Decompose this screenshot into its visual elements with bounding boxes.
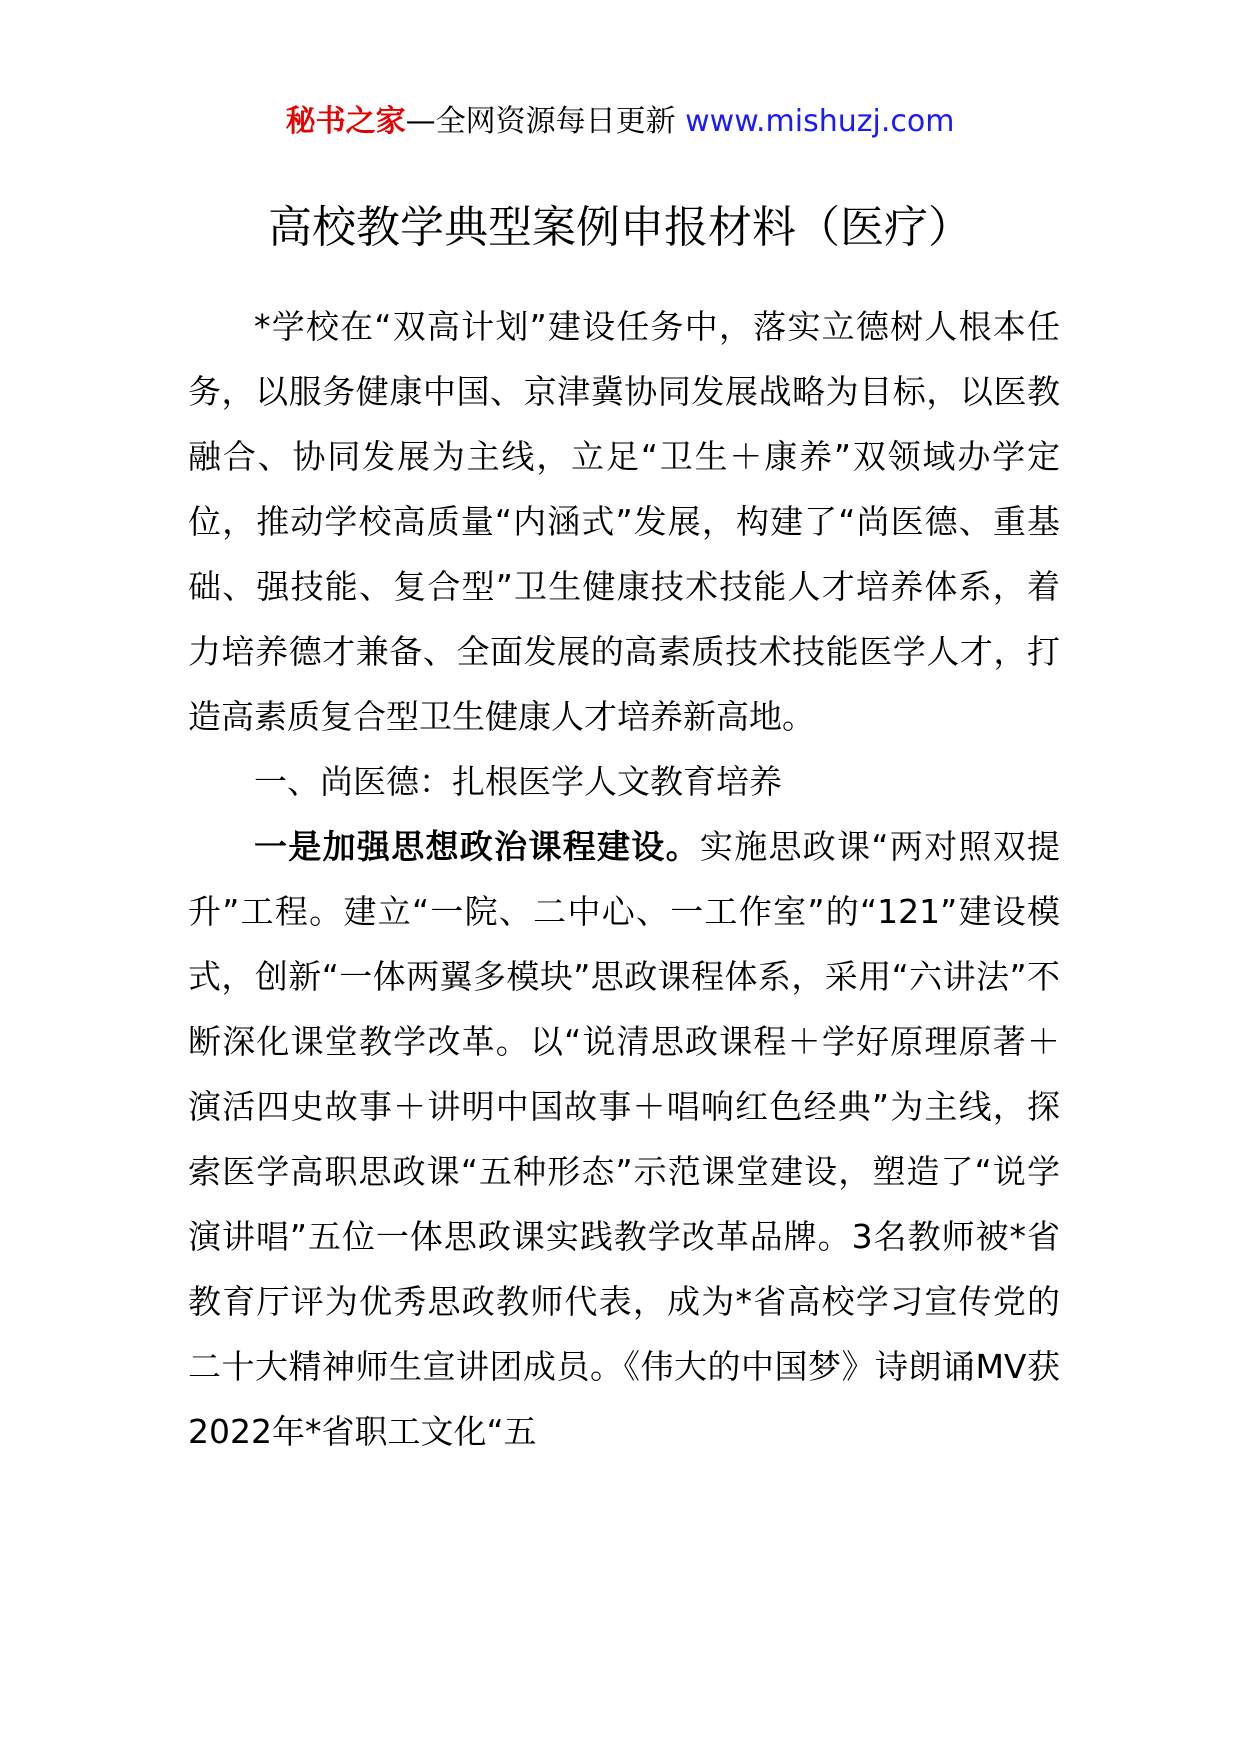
site-brand: 秘书之家 [285,104,406,139]
paragraph-lead: 一是加强思想政治课程建设。 [254,827,700,866]
paragraph-body: 实施思政课“两对照双提升”工程。建立“一院、二中心、一工作室”的“121”建设模式，创新“一体两翼多模块”思政课程体系，采用“六讲法”不断深化课堂教学改革。以“说清思政课程＋学好原理原著＋演活四史故事＋讲明中国故事＋唱响红色经典”为主线，探索医学高职思政课“五种形态”示范课堂建设，塑造了“说学演讲唱”五位一体思政课实践教学改革品牌。3名教师被*省教育厅评为优秀思政教师代表，成为*省高校学习宣传党的二十大精神师生宣讲团成员。《伟大的中国梦》诗朗诵MV获2022年*省职工文化“五 [188,827,1060,1451]
site-tagline: —全网资源每日更新 [405,104,686,139]
intro-paragraph: *学校在“双高计划”建设任务中，落实立德树人根本任务，以服务健康中国、京津冀协同发展战略为目标，以医教融合、协同发展为主线，立足“卫生＋康养”双领域办学定位，推动学校高质量“内涵式”发展，构建了“尚医德、重基础、强技能、复合型”卫生健康技术技能人才培养体系，着力培养德才兼备、全面发展的高素质技术技能医学人才，打造高素质复合型卫生健康人才培养新高地。 [188,307,1060,736]
body-paragraph [188,814,1060,1464]
document-title: 高校教学典型案例申报材料（医疗） [268,202,972,253]
section-heading: 一、尚医德：扎根医学人文教育培养 [254,762,782,801]
document-body [188,294,1060,1464]
site-header [0,100,1240,144]
site-url[interactable]: www.mishuzj.com [685,104,955,139]
